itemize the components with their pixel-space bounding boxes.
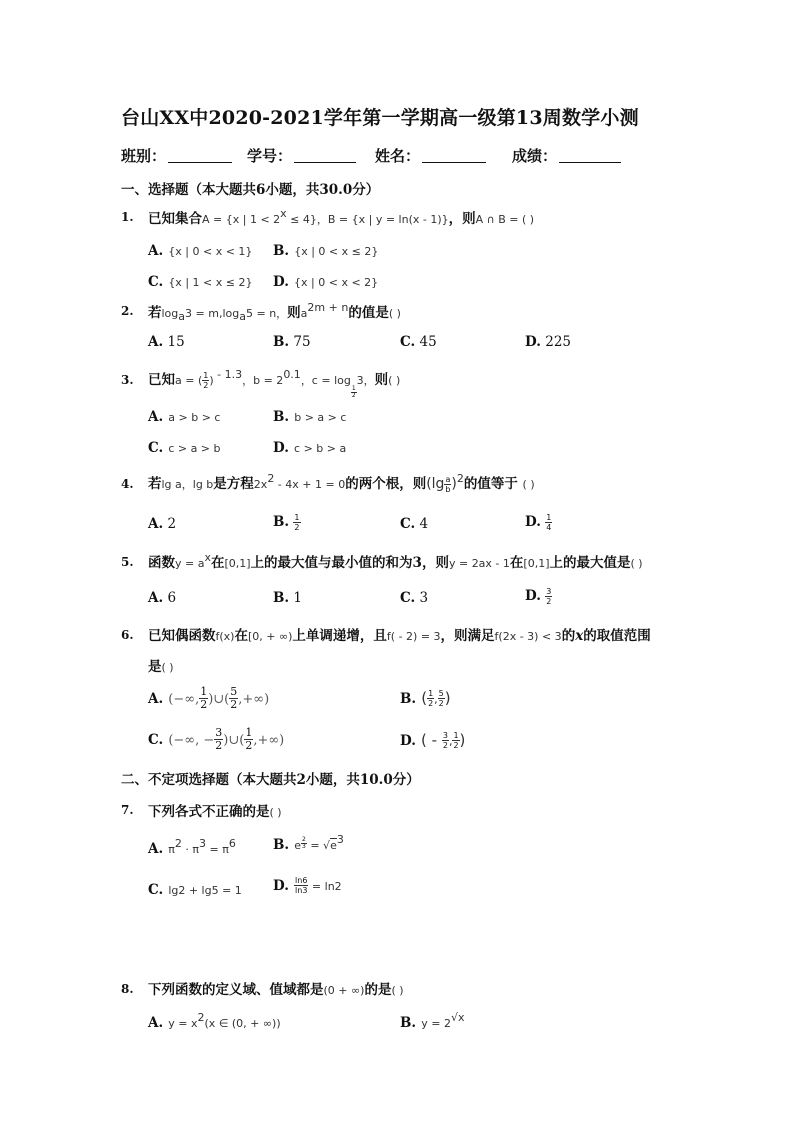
question-5-stem: 函数$y = a^x$在[0,1]上的最大值与最小值的和为3，则y = 2ax - 1在[0,1]上的最大值是( ) (148, 551, 643, 571)
question-8-stem: 下列函数的定义域、值域都是(0 + ∞)的是( ) (148, 982, 404, 998)
option-b[interactable]: B. b > a > c (273, 409, 347, 425)
option-d[interactable]: D. ( - $\frac{3}{2}$ , $\frac{1}{2}$ ) (400, 731, 466, 750)
question-6-stem-continued: 是( ) (148, 659, 174, 675)
question-number: 1. (121, 210, 134, 224)
question-2-stem: 若$\log_a3 = m,\log_a5 = n$，则$a^{2m + n}$的值是( ) (148, 301, 401, 323)
class-label: 班别： (121, 147, 167, 165)
name-field (375, 145, 486, 166)
option-a[interactable]: A. a > b > c (148, 409, 221, 425)
option-b[interactable]: B. 1 (273, 590, 303, 606)
option-c[interactable]: C. 3 (400, 590, 429, 606)
name-label: 姓名： (375, 147, 421, 165)
score-blank[interactable] (559, 148, 621, 163)
option-b[interactable]: B. 75 (273, 334, 311, 350)
section-heading-1: 一、选择题（本大题共6小题，共30.0分） (121, 182, 380, 198)
option-c[interactable]: C. (−∞, − $\frac{3}{2}$ )∪( $\frac{1}{2}$ ,+∞) (148, 726, 285, 752)
option-c[interactable]: C. 45 (400, 334, 437, 350)
option-c[interactable]: C. {x | 1 < x ≤ 2} (148, 274, 253, 290)
option-c[interactable]: C. lg2 + lg5 = 1 (148, 882, 242, 898)
question-6-stem: 已知偶函数f(x)在[0, + ∞)上单调递增，且f( - 2) = 3，则满足f(2x - 3) < 3的x的取值范围 (148, 628, 651, 644)
option-a[interactable]: A. 6 (148, 590, 177, 606)
page-title: 台山XX中2020-2021学年第一学期高一级第13周数学小测 (121, 107, 639, 129)
option-a[interactable]: A. 2 (148, 516, 177, 532)
question-number: 5. (121, 555, 134, 569)
student-id-field (247, 145, 356, 166)
score-field (512, 145, 621, 166)
question-1-stem: 已知集合A = {x | $1 < 2^x \le 4$}，B = {x | y = ln(x - 1)}，则A ∩ B = ( ) (148, 207, 535, 227)
option-a[interactable]: A. $\pi^2 \cdot \pi^3 = \pi^6$ (148, 837, 236, 857)
option-b[interactable]: B. {x | 0 < x ≤ 2} (273, 243, 379, 259)
class-field (121, 145, 232, 166)
student-id-label: 学号： (247, 147, 293, 165)
option-c[interactable]: C. c > a > b (148, 440, 221, 456)
student-id-blank[interactable] (294, 148, 356, 163)
option-d[interactable]: D. $\frac{1}{4}$ (525, 513, 552, 532)
option-b[interactable]: B. $y = 2^{√x}$ (400, 1011, 465, 1031)
class-blank[interactable] (168, 148, 232, 163)
option-d[interactable]: D. 225 (525, 334, 572, 350)
section-heading-2: 二、不定项选择题（本大题共2小题，共10.0分） (121, 772, 420, 788)
question-number: 3. (121, 373, 134, 387)
score-label: 成绩： (512, 147, 558, 165)
question-4-stem: 若lg a，lg b是方程$2x^2 - 4x + 1 = 0$的两个根，则(lg $\frac{a}{b}$ )$^2$的值等于 ( ) (148, 472, 535, 494)
question-number: 2. (121, 304, 134, 318)
question-3-stem: 已知a = ( $\frac{1}{2}$ ) $^{- 1.3}$，$b = 2^{0.1}$，c = log $\frac{1}{2}$ 3，则( ) (148, 368, 401, 399)
question-number: 6. (121, 628, 134, 642)
option-d[interactable]: D. c > b > a (273, 440, 347, 456)
question-number: 7. (121, 803, 134, 817)
option-b[interactable]: B. e $\frac{2}{3}$ = $√e^3$ (273, 833, 344, 853)
question-number: 8. (121, 982, 134, 996)
option-a[interactable]: A. 15 (148, 334, 185, 350)
option-d[interactable]: D. $\frac{\ln 6}{\ln 3}$ = ln2 (273, 876, 342, 895)
option-b[interactable]: B. ( $\frac{1}{2}$ , $\frac{5}{2}$ ) (400, 689, 451, 708)
option-c[interactable]: C. 4 (400, 516, 429, 532)
name-blank[interactable] (422, 148, 486, 163)
option-a[interactable]: A. $y = x^2(x$ ∈ (0, + ∞)) (148, 1011, 281, 1031)
option-b[interactable]: B. $\frac{1}{2}$ (273, 513, 300, 532)
question-number: 4. (121, 477, 134, 491)
question-7-stem: 下列各式不正确的是( ) (148, 804, 282, 820)
option-d[interactable]: D. $\frac{3}{2}$ (525, 587, 552, 606)
option-d[interactable]: D. {x | 0 < x < 2} (273, 274, 379, 290)
option-a[interactable]: A. (−∞, $\frac{1}{2}$ )∪( $\frac{5}{2}$ ,+∞) (148, 685, 270, 711)
option-a[interactable]: A. {x | 0 < x < 1} (148, 243, 253, 259)
